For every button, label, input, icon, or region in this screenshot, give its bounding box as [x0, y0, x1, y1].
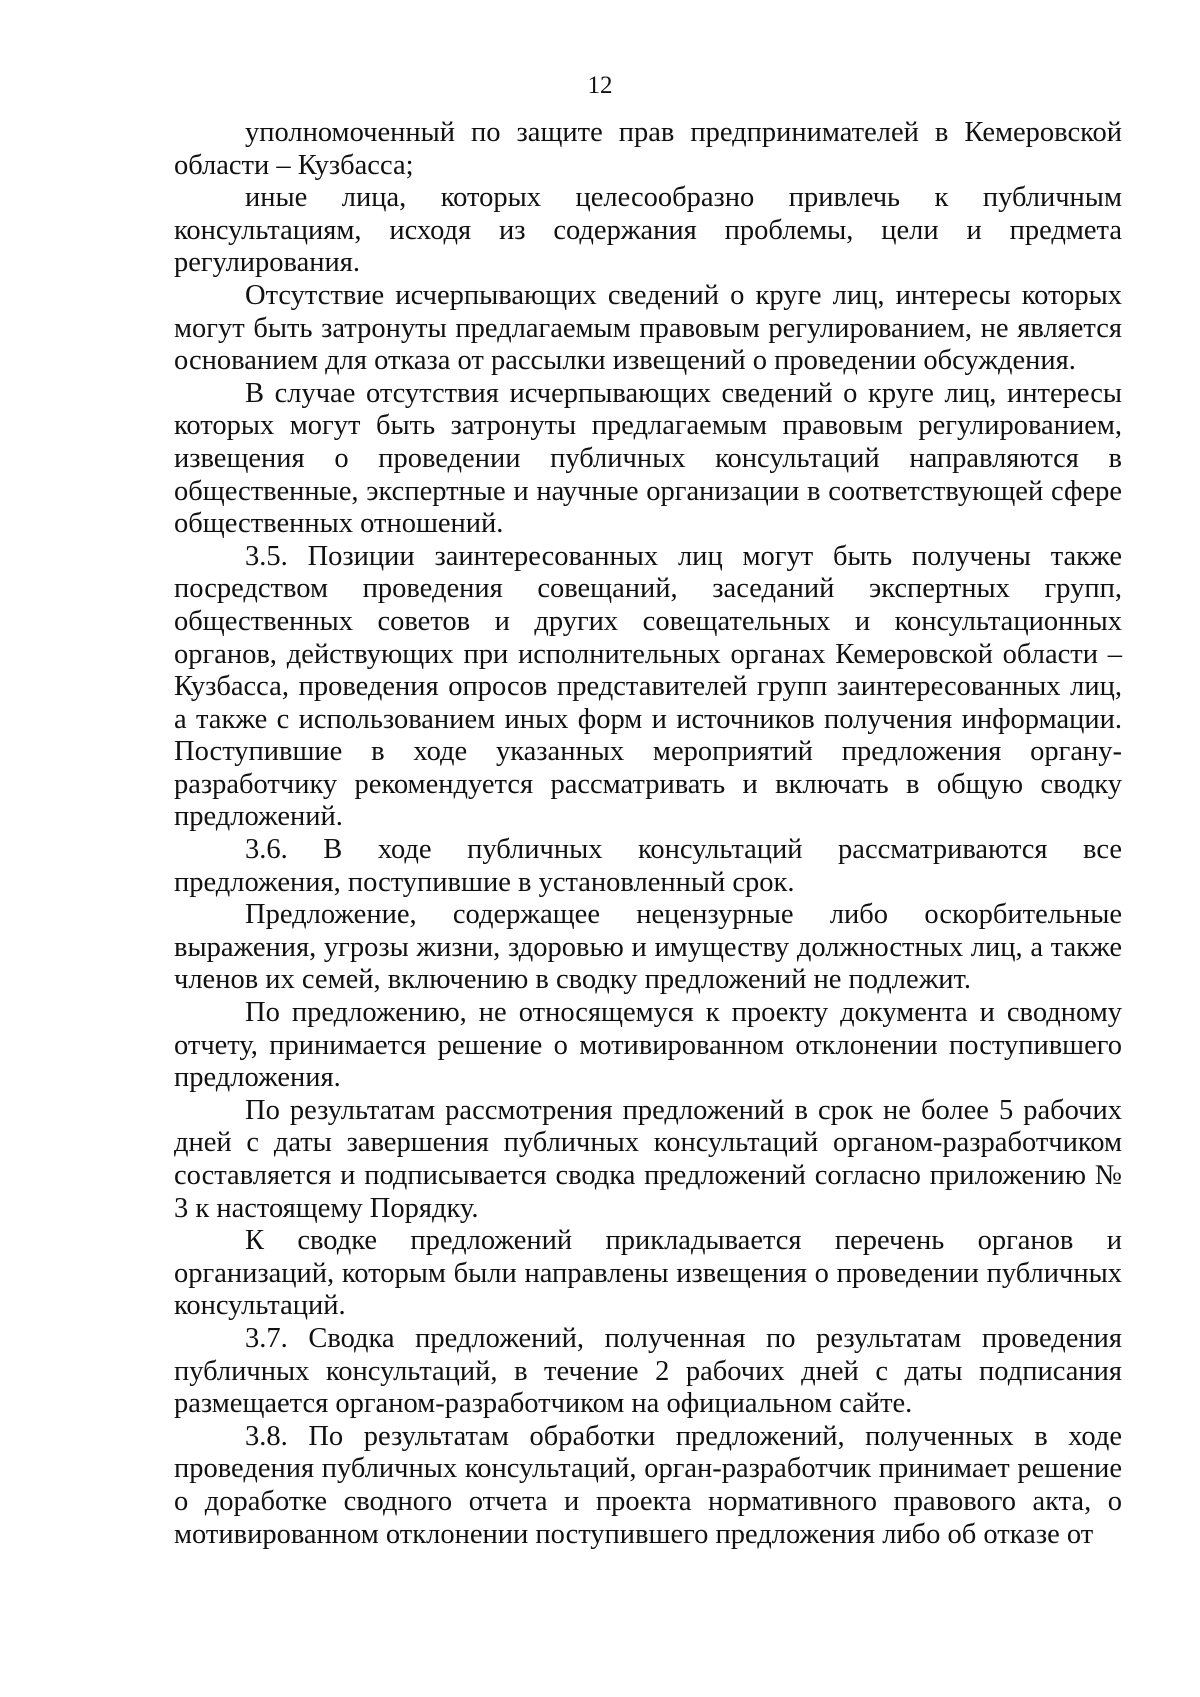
page-number: 12	[587, 72, 613, 99]
paragraph-3-5: 3.5. Позиции заинтересованных лиц могут быть получены также посредством проведения совещаний, заседаний экспертных групп, общественных советов и других совещательных и консультационных органов, действующих при исполнительных органах Кемеровской области – Кузбасса, проведения опросов представителей групп заинтересованных лиц, а также с использованием иных форм и источников получения информации. Поступившие в ходе указанных мероприятий предложения органу-разработчику рекомендуется рассматривать и включать в общую сводку предложений.	[174, 540, 1122, 833]
paragraph-obscene-proposals: Предложение, содержащее нецензурные либо оскорбительные выражения, угрозы жизни, здоровью и имуществу должностных лиц, а также членов их семей, включению в сводку предложений не подлежит.	[174, 899, 1122, 996]
paragraph-absence-of-info: Отсутствие исчерпывающих сведений о круге лиц, интересы которых могут быть затронуты предлагаемым правовым регулированием, не является основанием для отказа от рассылки извещений о проведении обсуждения.	[174, 279, 1122, 377]
document-body	[174, 117, 1122, 1551]
paragraph-summary-attachment: К сводке предложений прикладывается перечень органов и организаций, которым были направлены извещения о проведении публичных консультаций.	[174, 1225, 1122, 1322]
paragraph-ombudsman: уполномоченный по защите прав предпринимателей в Кемеровской области – Кузбасса;	[174, 117, 1122, 181]
paragraph-summary-signing: По результатам рассмотрения предложений в срок не более 5 рабочих дней с даты завершения публичных консультаций органом-разработчиком составляется и подписывается сводка предложений согласно приложению № 3 к настоящему Порядку.	[174, 1094, 1122, 1224]
paragraph-unrelated-proposals: По предложению, не относящемуся к проекту документа и сводному отчету, принимается решение о мотивированном отклонении поступившего предложения.	[174, 997, 1122, 1094]
paragraph-other-persons: иные лица, которых целесообразно привлечь к публичным консультациям, исходя из содержания проблемы, цели и предмета регулирования.	[174, 182, 1122, 279]
paragraph-3-7: 3.7. Сводка предложений, полученная по результатам проведения публичных консультаций, в течение 2 рабочих дней с даты подписания размещается органом-разработчиком на официальном сайте.	[174, 1322, 1122, 1420]
paragraph-3-6: 3.6. В ходе публичных консультаций рассматриваются все предложения, поступившие в установленный срок.	[174, 834, 1122, 898]
paragraph-notice-distribution: В случае отсутствия исчерпывающих сведений о круге лиц, интересы которых могут быть затронуты предлагаемым правовым регулированием, извещения о проведении публичных консультаций направляются в общественные, экспертные и научные организации в соответствующей сфере общественных отношений.	[174, 377, 1122, 540]
paragraph-3-8: 3.8. По результатам обработки предложений, полученных в ходе проведения публичных консультаций, орган-разработчик принимает решение о доработке сводного отчета и проекта нормативного правового акта, о мотивированном отклонении поступившего предложения либо об отказе от	[174, 1420, 1122, 1550]
